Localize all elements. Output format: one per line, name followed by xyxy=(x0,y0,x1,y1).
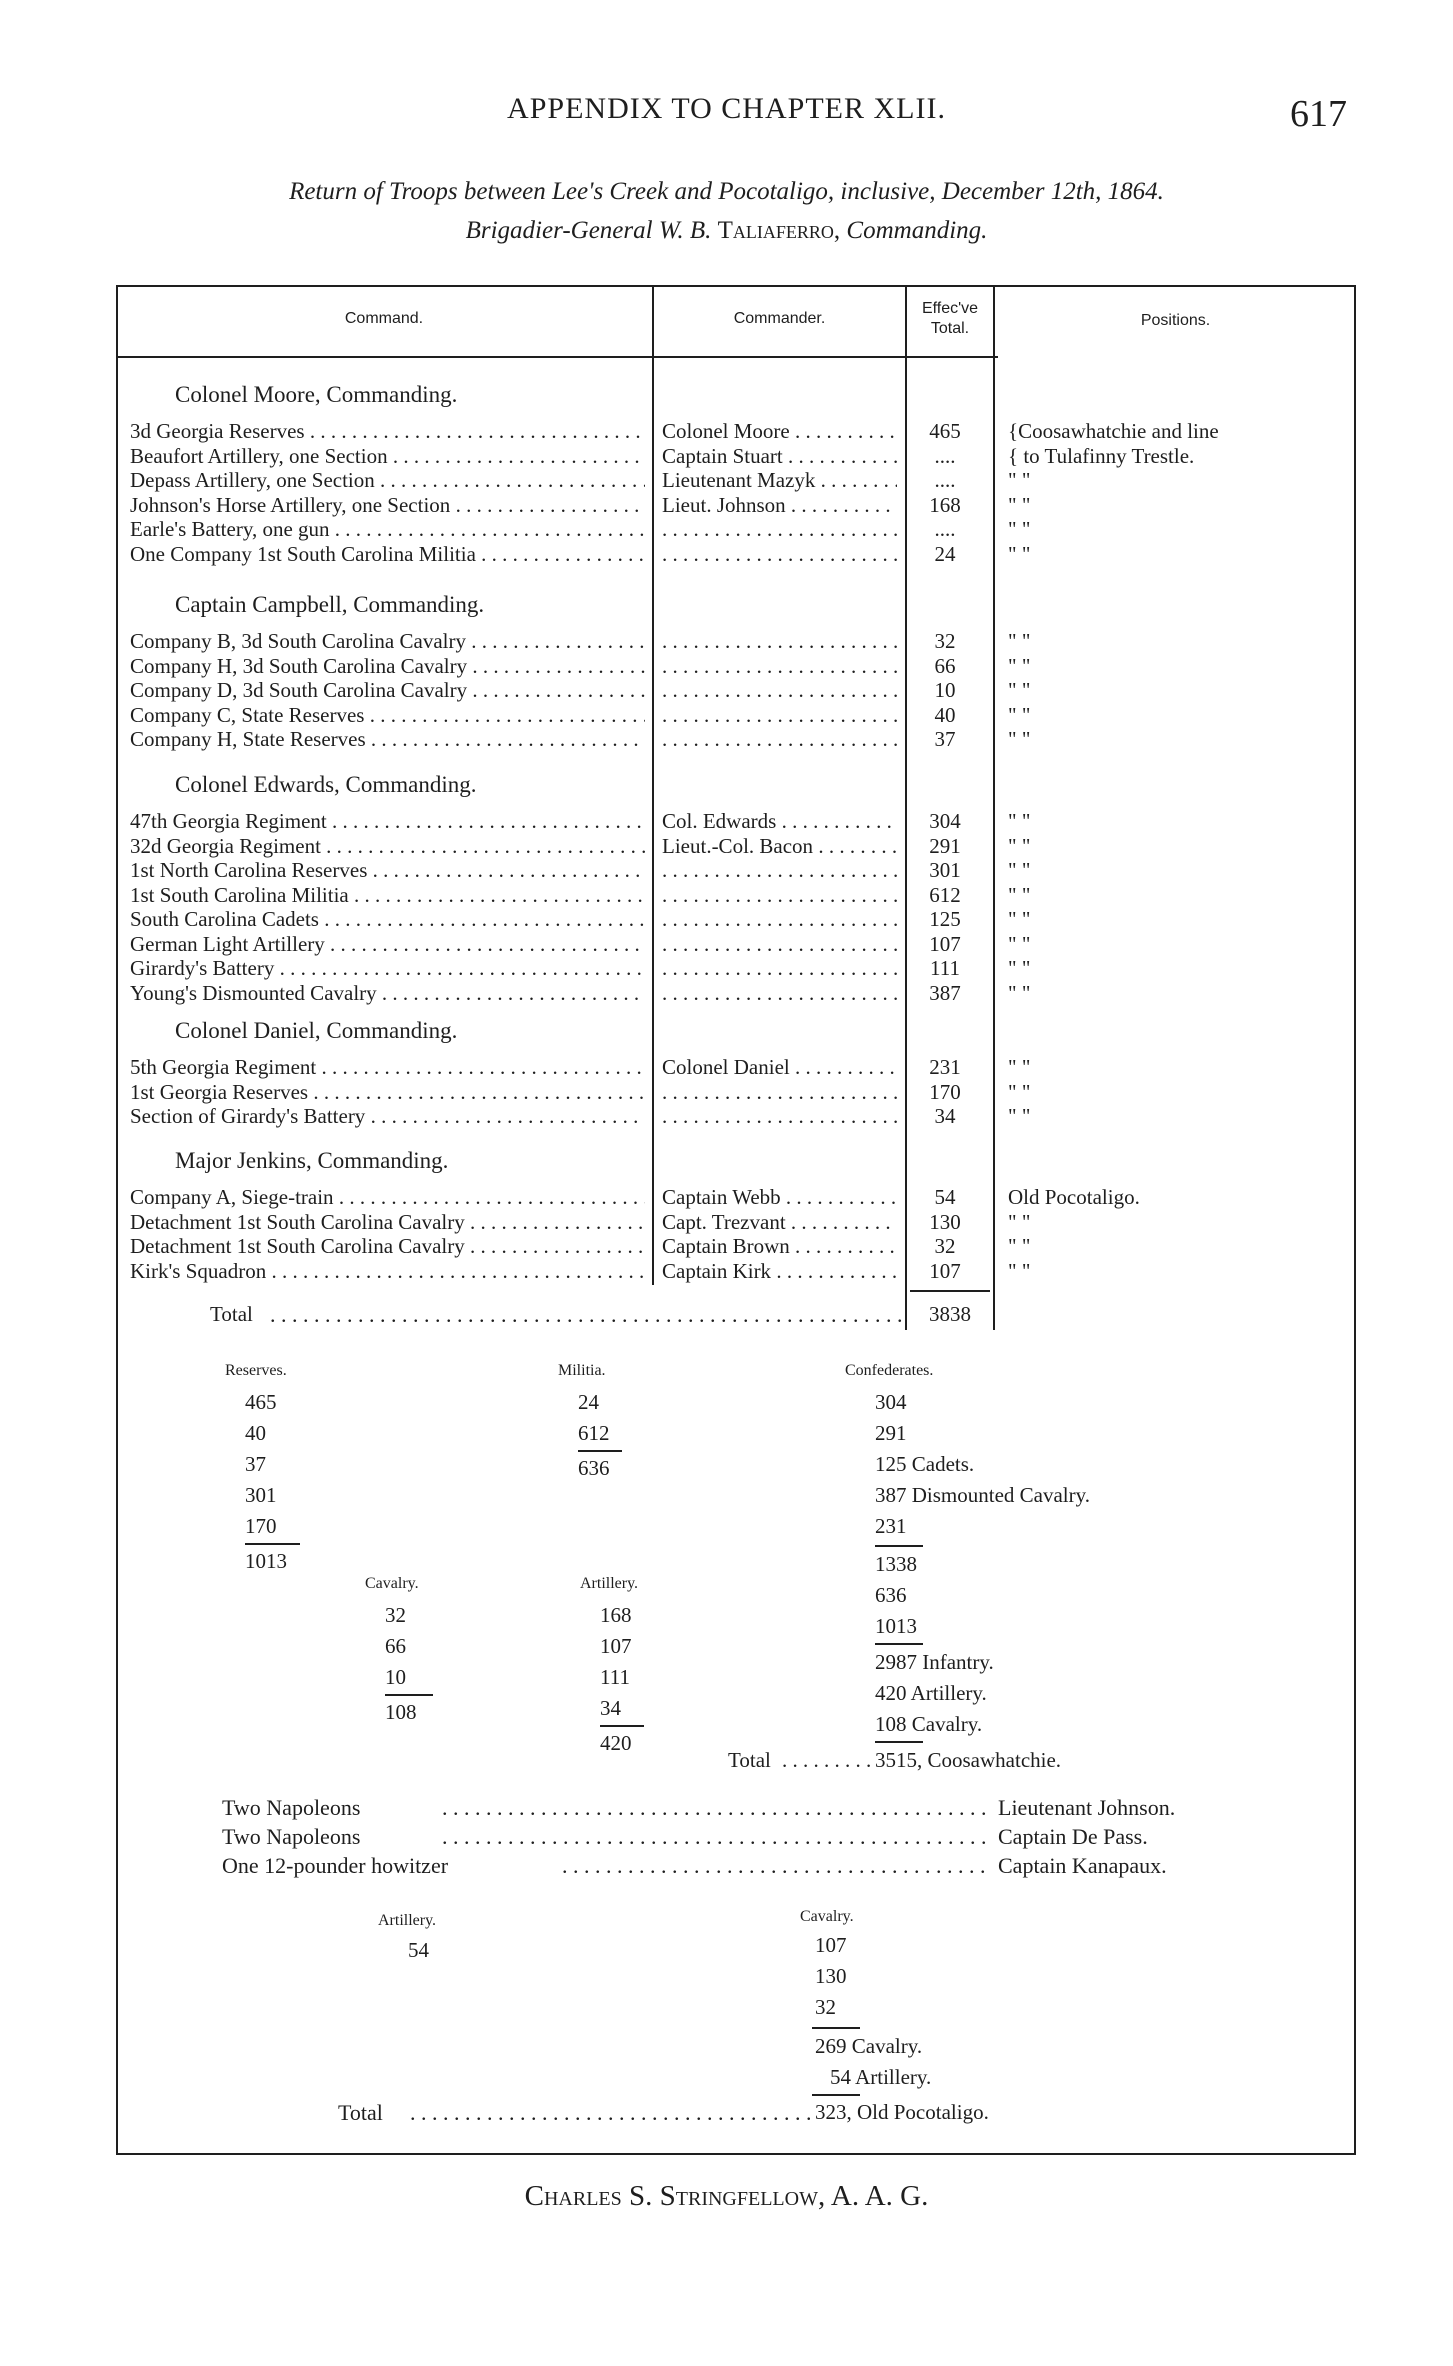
cell-total: 37 xyxy=(934,727,956,751)
table-row xyxy=(0,1259,1453,1283)
cell-command: Company D, 3d South Carolina Cavalry . . . xyxy=(130,678,645,703)
grand-artillery: 420 Artillery. xyxy=(875,1681,987,1705)
table-row xyxy=(0,629,1453,653)
cell-command: Section of Girardy's Battery . . . xyxy=(130,1104,645,1129)
table-row xyxy=(0,517,1453,541)
cell-commander: Captain Kirk . . . xyxy=(662,1259,897,1284)
cell-command: Company A, Siege-train . . . xyxy=(130,1185,645,1210)
cell-commander xyxy=(662,907,897,932)
cell-command: Company H, State Reserves . . . xyxy=(130,727,645,752)
table-row xyxy=(0,1234,1453,1258)
table-row xyxy=(0,981,1453,1005)
col-header-commander: Commander. xyxy=(733,310,826,327)
militia-sum: 636 xyxy=(578,1456,610,1480)
cell-commander xyxy=(662,981,897,1006)
cell-total: 291 xyxy=(929,833,961,858)
cell-command: Detachment 1st South Carolina Cavalry . . . xyxy=(130,1210,645,1235)
table-row xyxy=(0,419,1453,443)
grand-total: 3515, Coosawhatchie. xyxy=(875,1748,1062,1772)
confederates-add2: 1013 xyxy=(875,1614,917,1638)
cell-total: 231 xyxy=(929,1055,961,1079)
grand-rule xyxy=(875,1741,923,1743)
confederates-value: 304 xyxy=(875,1390,907,1414)
caption-line-2 xyxy=(0,217,1453,245)
reserves-value: 37 xyxy=(245,1452,266,1476)
reserves-value: 465 xyxy=(245,1390,277,1414)
cell-commander: Colonel Daniel . . . xyxy=(662,1055,897,1080)
table-row xyxy=(0,858,1453,882)
confederates-value: 291 xyxy=(875,1421,907,1445)
cell-command: Company C, State Reserves . . . xyxy=(130,703,645,728)
confederates-value: 125 Cadets. xyxy=(875,1452,975,1476)
cell-total: 387 xyxy=(929,980,961,1005)
poco-artillery-line: 54 Artillery. xyxy=(830,2065,932,2089)
cell-command: Beaufort Artillery, one Section . . . xyxy=(130,444,645,469)
cell-commander xyxy=(662,703,897,728)
cell-command: Company B, 3d South Carolina Cavalry . . . xyxy=(130,629,645,654)
cell-total: 130 xyxy=(929,1209,961,1234)
table-row xyxy=(0,932,1453,956)
cell-total: 111 xyxy=(930,956,960,980)
cell-total: 107 xyxy=(929,1258,961,1283)
cell-commander: Col. Edwards . . . xyxy=(662,809,897,834)
table-row xyxy=(0,834,1453,858)
table-total-label: Total xyxy=(210,1302,253,1326)
poco-cavalry-sum: 269 Cavalry. xyxy=(815,2034,923,2058)
cell-position: " " xyxy=(1008,1079,1031,1104)
cell-commander: Captain Stuart . . . xyxy=(662,444,897,469)
cell-commander xyxy=(662,932,897,957)
confederates-rule-2 xyxy=(875,1643,923,1645)
cell-total: 168 xyxy=(929,492,961,517)
reserves-rule xyxy=(245,1543,300,1545)
table-row xyxy=(0,444,1453,468)
gun-item: One 12-pounder howitzer xyxy=(222,1853,449,1878)
col-header-total-a: Effec've xyxy=(921,300,979,317)
cell-position: " " xyxy=(1008,702,1031,727)
cell-command: Kirk's Squadron . . . xyxy=(130,1259,645,1284)
table-row xyxy=(0,1210,1453,1234)
col-header-command: Command. xyxy=(344,310,424,327)
cell-command: Depass Artillery, one Section . . . xyxy=(130,468,645,493)
cell-commander xyxy=(662,883,897,908)
cell-position: " " xyxy=(1008,468,1031,492)
cell-position: " " xyxy=(1008,956,1031,980)
cell-position: " " xyxy=(1008,907,1031,931)
cell-total: 32 xyxy=(934,1234,956,1258)
reserves-value: 40 xyxy=(245,1421,266,1445)
poco-cavalry-rule xyxy=(812,2027,860,2029)
cell-position: " " xyxy=(1008,517,1031,541)
artillery-value: 168 xyxy=(600,1603,632,1627)
cell-position: " " xyxy=(1008,678,1031,702)
group-heading: Colonel Edwards, Commanding. xyxy=(175,772,477,797)
cell-position: { to Tulafinny Trestle. xyxy=(1008,443,1195,468)
cell-commander xyxy=(662,654,897,679)
cell-total: 40 xyxy=(934,702,956,727)
group-heading: Captain Campbell, Commanding. xyxy=(175,592,485,617)
poco-cavalry-value: 130 xyxy=(815,1964,847,1988)
table-row xyxy=(0,956,1453,980)
cell-total: .... xyxy=(934,517,956,541)
caption-line-1: Return of Troops between Lee's Creek and Pocotaligo, inclusive, December 12th, 1864. xyxy=(289,178,1164,205)
cell-total: 54 xyxy=(934,1185,956,1209)
cell-commander: Captain Brown . . . xyxy=(662,1234,897,1259)
gun-officer: Captain De Pass. xyxy=(998,1824,1148,1849)
confederates-add1: 636 xyxy=(875,1583,907,1607)
cell-total: 170 xyxy=(929,1079,961,1104)
cell-command: 3d Georgia Reserves . . . xyxy=(130,419,645,444)
cell-total: 34 xyxy=(934,1104,956,1128)
table-row xyxy=(0,883,1453,907)
cell-position: " " xyxy=(1008,858,1031,882)
artillery-label: Artillery. xyxy=(580,1575,639,1592)
cell-commander xyxy=(662,542,897,567)
page-header-title: APPENDIX TO CHAPTER XLII. xyxy=(507,92,946,125)
table-row xyxy=(0,907,1453,931)
poco-total-leader xyxy=(410,2100,810,2126)
artillery-value: 34 xyxy=(600,1696,621,1720)
cell-commander xyxy=(662,1104,897,1129)
cell-position: Old Pocotaligo. xyxy=(1008,1185,1140,1209)
cell-total: 125 xyxy=(929,907,961,931)
grand-infantry: 2987 Infantry. xyxy=(875,1650,994,1674)
poco-cavalry-label: Cavalry. xyxy=(800,1908,854,1925)
table-row xyxy=(0,654,1453,678)
cavalry-sum: 108 xyxy=(385,1700,417,1724)
gun-leader xyxy=(562,1853,990,1879)
cell-command: 32d Georgia Regiment . . . xyxy=(130,834,645,859)
artillery-value: 111 xyxy=(600,1665,630,1689)
cell-total: 66 xyxy=(934,653,956,678)
header-rule xyxy=(116,356,998,358)
caption-suffix: Commanding. xyxy=(846,217,988,244)
cell-commander xyxy=(662,629,897,654)
grand-cavalry: 108 Cavalry. xyxy=(875,1712,983,1736)
militia-rule xyxy=(578,1450,622,1452)
cavalry-rule xyxy=(385,1694,433,1696)
cell-command: German Light Artillery . . . xyxy=(130,932,645,957)
cell-command: One Company 1st South Carolina Militia . . . xyxy=(130,542,645,567)
cell-command: 5th Georgia Regiment . . . xyxy=(130,1055,645,1080)
cell-command: Girardy's Battery . . . xyxy=(130,956,645,981)
cell-commander xyxy=(662,858,897,883)
cell-commander: Lieutenant Mazyk . . . xyxy=(662,468,897,493)
cell-position: " " xyxy=(1008,1209,1031,1234)
table-total-leader xyxy=(270,1302,905,1328)
cell-position: " " xyxy=(1008,492,1031,517)
poco-cavalry-value: 32 xyxy=(815,1995,836,2019)
gun-leader xyxy=(442,1824,990,1850)
cell-commander xyxy=(662,517,897,542)
cell-position: " " xyxy=(1008,541,1031,566)
table-row xyxy=(0,542,1453,566)
cell-position: " " xyxy=(1008,1055,1031,1079)
group-heading: Colonel Daniel, Commanding. xyxy=(175,1018,458,1043)
militia-value: 612 xyxy=(578,1421,610,1445)
cell-commander: Lieut. Johnson . . . xyxy=(662,493,897,518)
cell-command: Detachment 1st South Carolina Cavalry . . . xyxy=(130,1234,645,1259)
gun-item: Two Napoleons xyxy=(222,1795,361,1820)
cell-command: Johnson's Horse Artillery, one Section . . . xyxy=(130,493,645,518)
cell-total: 465 xyxy=(929,419,961,443)
militia-value: 24 xyxy=(578,1390,599,1414)
gun-item: Two Napoleons xyxy=(222,1824,361,1849)
table-row xyxy=(0,468,1453,492)
cell-position: " " xyxy=(1008,653,1031,678)
reserves-value: 170 xyxy=(245,1514,277,1538)
cell-command: Company H, 3d South Carolina Cavalry . . . xyxy=(130,654,645,679)
reserves-label: Reserves. xyxy=(225,1362,287,1379)
poco-artillery-value: 54 xyxy=(408,1938,429,1962)
cell-position: " " xyxy=(1008,1104,1031,1128)
table-row xyxy=(0,678,1453,702)
table-row xyxy=(0,1055,1453,1079)
cell-position: " " xyxy=(1008,1234,1031,1258)
group-heading: Major Jenkins, Commanding. xyxy=(175,1148,449,1173)
table-row xyxy=(0,1104,1453,1128)
table-total-value: 3838 xyxy=(929,1302,971,1326)
cell-commander xyxy=(662,1080,897,1105)
total-rule xyxy=(910,1290,990,1292)
poco-cavalry-value: 107 xyxy=(815,1933,847,1957)
cell-command: Young's Dismounted Cavalry . . . xyxy=(130,981,645,1006)
artillery-value: 107 xyxy=(600,1634,632,1658)
artillery-sum: 420 xyxy=(600,1731,632,1755)
signature: Charles S. Stringfellow, A. A. G. xyxy=(524,2180,929,2212)
cavalry-value: 10 xyxy=(385,1665,406,1689)
grand-total-leader xyxy=(782,1748,872,1773)
cell-position: " " xyxy=(1008,980,1031,1005)
reserves-sum: 1013 xyxy=(245,1549,287,1573)
cell-command: 47th Georgia Regiment . . . xyxy=(130,809,645,834)
cell-position: " " xyxy=(1008,833,1031,858)
gun-officer: Lieutenant Johnson. xyxy=(998,1795,1176,1820)
cell-command: South Carolina Cadets . . . xyxy=(130,907,645,932)
cell-commander xyxy=(662,727,897,752)
cell-total: .... xyxy=(934,443,956,468)
cell-command: 1st Georgia Reserves . . . xyxy=(130,1080,645,1105)
cell-position: " " xyxy=(1008,727,1031,751)
cell-total: 107 xyxy=(929,931,961,956)
poco-artillery-label: Artillery. xyxy=(378,1912,437,1929)
cell-total: 304 xyxy=(929,809,961,833)
cell-command: 1st South Carolina Militia . . . xyxy=(130,883,645,908)
cell-command: Earle's Battery, one gun . . . xyxy=(130,517,645,542)
artillery-rule xyxy=(600,1725,644,1727)
group-heading: Colonel Moore, Commanding. xyxy=(175,382,458,407)
table-row xyxy=(0,1080,1453,1104)
cell-position: " " xyxy=(1008,629,1031,653)
cell-total: 24 xyxy=(934,541,956,566)
confederates-sum: 1338 xyxy=(875,1552,917,1576)
militia-label: Militia. xyxy=(558,1362,606,1379)
cell-position: " " xyxy=(1008,1258,1031,1283)
cell-position: {Coosawhatchie and line xyxy=(1008,419,1219,443)
cell-position: " " xyxy=(1008,882,1031,907)
cavalry-value: 32 xyxy=(385,1603,406,1627)
caption-name: Taliaferro, xyxy=(717,217,841,244)
cell-commander: Capt. Trezvant . . . xyxy=(662,1210,897,1235)
cell-position: " " xyxy=(1008,931,1031,956)
col-header-positions: Positions. xyxy=(1140,312,1211,329)
cell-commander: Captain Webb . . . xyxy=(662,1185,897,1210)
caption-prefix: Brigadier-General W. B. xyxy=(465,217,712,244)
reserves-value: 301 xyxy=(245,1483,277,1507)
cell-commander: Colonel Moore . . . xyxy=(662,419,897,444)
gun-officer: Captain Kanapaux. xyxy=(998,1853,1167,1878)
cell-commander xyxy=(662,678,897,703)
cell-total: 612 xyxy=(929,882,961,907)
col-header-total-b: Total. xyxy=(930,320,970,337)
cell-total: .... xyxy=(934,468,956,492)
table-row xyxy=(0,1185,1453,1209)
confederates-rule xyxy=(875,1545,923,1547)
cell-total: 301 xyxy=(929,858,961,882)
cell-commander xyxy=(662,956,897,981)
cell-total: 32 xyxy=(934,629,956,653)
cell-commander: Lieut.-Col. Bacon . . . xyxy=(662,834,897,859)
cell-total: 10 xyxy=(934,678,956,702)
confederates-value: 231 xyxy=(875,1514,907,1538)
table-row xyxy=(0,493,1453,517)
cavalry-value: 66 xyxy=(385,1634,406,1658)
poco-total-label: Total xyxy=(338,2100,383,2125)
table-row xyxy=(0,703,1453,727)
cavalry-label: Cavalry. xyxy=(365,1575,419,1592)
cell-position: " " xyxy=(1008,809,1031,833)
poco-rule-2 xyxy=(812,2094,860,2096)
gun-leader xyxy=(442,1795,990,1821)
poco-total: 323, Old Pocotaligo. xyxy=(815,2100,989,2124)
grand-total-label: Total xyxy=(728,1748,771,1772)
table-row xyxy=(0,727,1453,751)
confederates-value: 387 Dismounted Cavalry. xyxy=(875,1483,1091,1507)
page-number: 617 xyxy=(1290,93,1347,135)
confederates-label: Confederates. xyxy=(845,1362,934,1379)
table-row xyxy=(0,809,1453,833)
cell-command: 1st North Carolina Reserves . . . xyxy=(130,858,645,883)
